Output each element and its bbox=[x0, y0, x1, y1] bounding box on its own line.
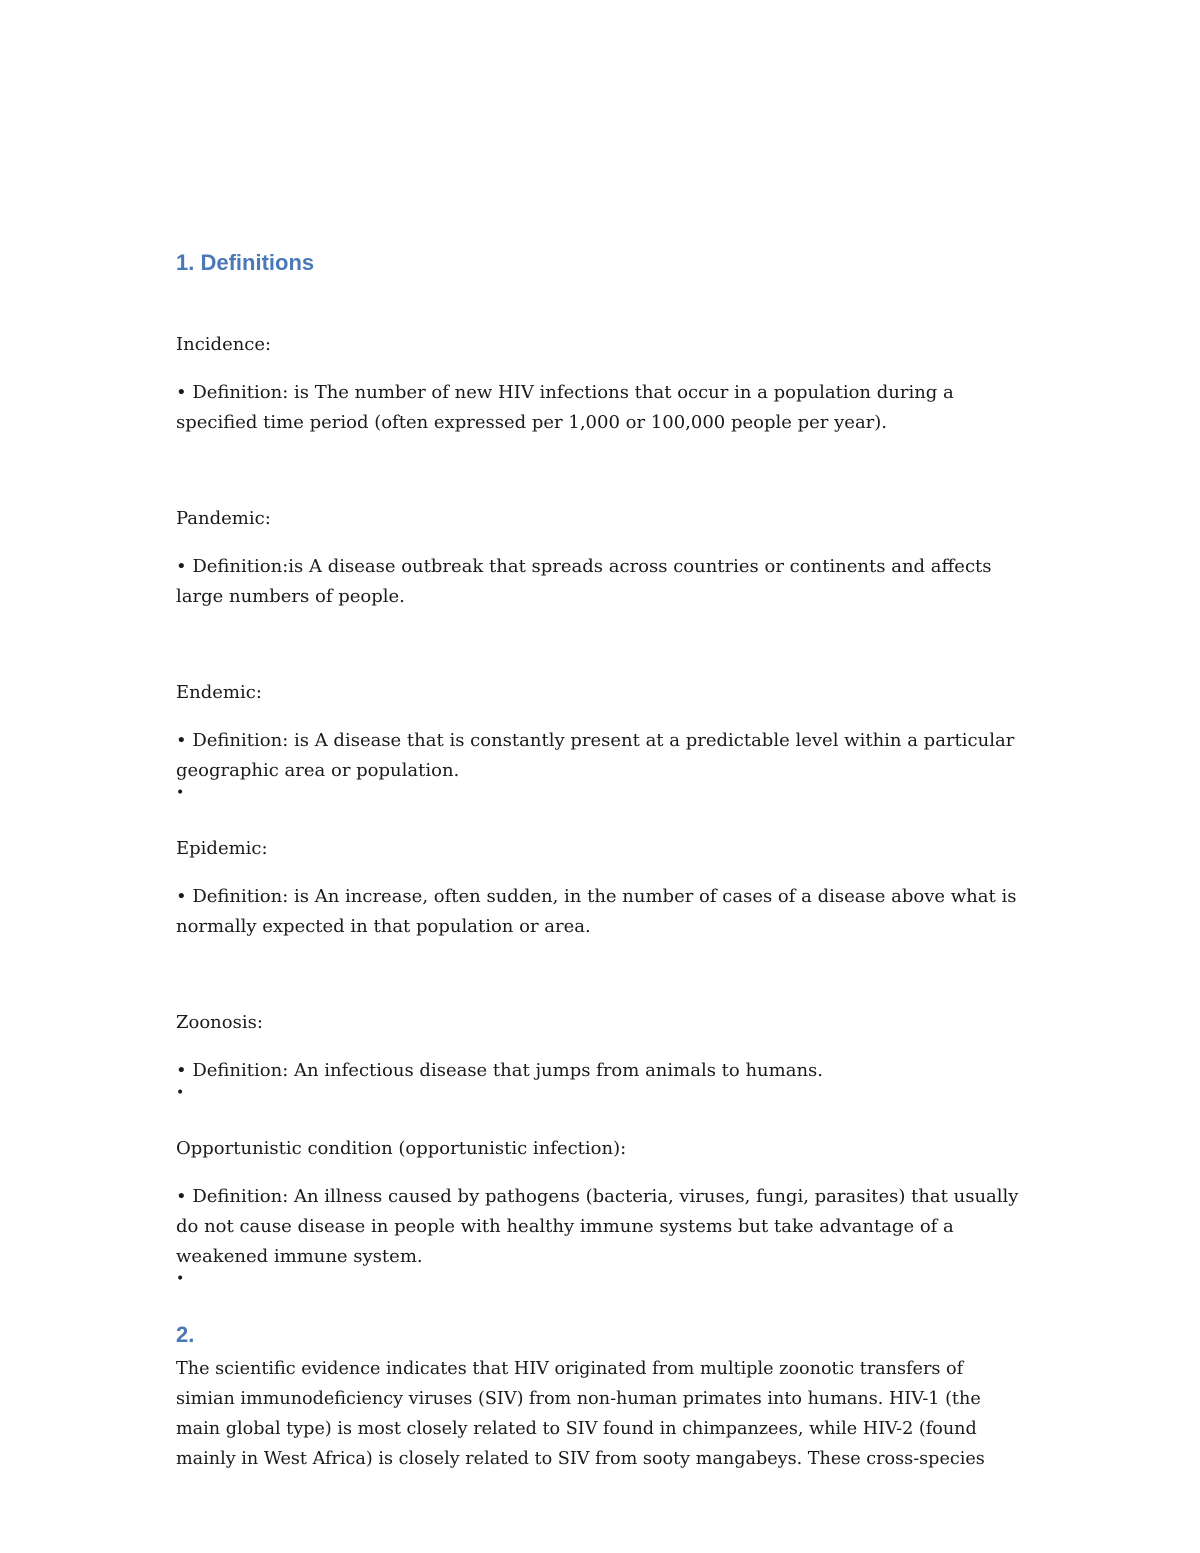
definition-endemic bbox=[176, 678, 1026, 816]
definition-incidence bbox=[176, 330, 1026, 438]
definition-text: • Definition: is A disease that is constantly present at a predictable level within a particular geographic area or population. bbox=[176, 730, 1015, 781]
term-label: Incidence: bbox=[176, 334, 272, 355]
empty-bullet: • bbox=[176, 1271, 185, 1287]
term-label: Zoonosis: bbox=[176, 1012, 263, 1033]
empty-bullet: • bbox=[176, 1085, 185, 1101]
hiv-origin-paragraph: The scientific evidence indicates that HIV originated from multiple zoonotic transfers of simian immunodeficiency viruses (SIV) from non-human primates into humans. HIV-1 (the main global type) is most closely related to SIV found in chimpanzees, while HIV-2 (found mainly in West Africa) is closely related to SIV from sooty mangabeys. These cross-species bbox=[176, 1359, 985, 1469]
term-label: Epidemic: bbox=[176, 838, 268, 859]
definition-epidemic bbox=[176, 834, 1026, 942]
definition-text: • Definition: An illness caused by pathogens (bacteria, viruses, fungi, parasites) that usually do not cause disease in people with healthy immune systems but take advantage of a weakened immune system. bbox=[176, 1186, 1019, 1267]
definition-opportunistic-condition bbox=[176, 1134, 1026, 1302]
definition-pandemic bbox=[176, 504, 1026, 612]
document-body bbox=[176, 248, 1026, 1474]
definition-text: • Definition: is The number of new HIV infections that occur in a population during a specified time period (often expressed per 1,000 or 100,000 people per year). bbox=[176, 382, 954, 433]
definition-zoonosis bbox=[176, 1008, 1026, 1116]
definition-text: • Definition: is An increase, often sudden, in the number of cases of a disease above what is normally expected in that population or area. bbox=[176, 886, 1017, 937]
section-heading-2: 2. bbox=[176, 1322, 195, 1347]
term-label: Endemic: bbox=[176, 682, 262, 703]
section-heading-definitions: 1. Definitions bbox=[176, 250, 315, 275]
term-label: Opportunistic condition (opportunistic infection): bbox=[176, 1138, 627, 1159]
empty-bullet: • bbox=[176, 785, 185, 801]
definition-text: • Definition: An infectious disease that jumps from animals to humans. bbox=[176, 1060, 823, 1081]
term-label: Pandemic: bbox=[176, 508, 271, 529]
definition-text: • Definition:is A disease outbreak that spreads across countries or continents and affects large numbers of people. bbox=[176, 556, 992, 607]
